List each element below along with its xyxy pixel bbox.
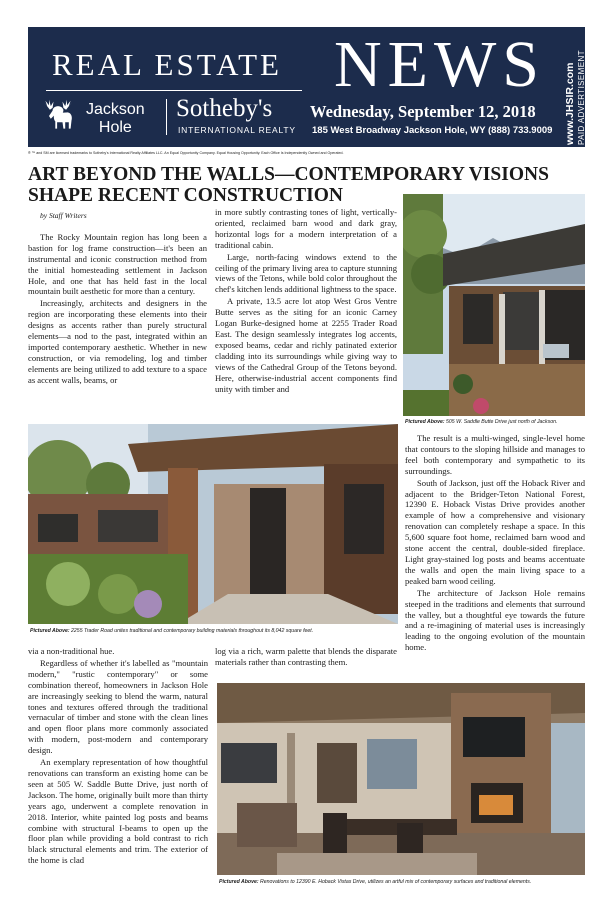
masthead-sidebar <box>564 50 588 145</box>
column-1-bottom <box>28 646 208 867</box>
paragraph: The Rocky Mountain region has long been a bastion for log frame construction—it's been an instrumental and iconic construction method from the initial homesteading settlement in Jackson Hole, and one that has held fast in the local mountain built aesthetic for more than a century. <box>28 231 207 297</box>
column-2-bottom <box>215 646 397 669</box>
masthead-section: REAL ESTATE <box>52 47 282 82</box>
brand-left-line-2: Hole <box>98 119 132 136</box>
website-link[interactable]: www.JHSIR.com <box>564 62 576 145</box>
paragraph: The result is a multi-winged, single-level home that contours to the sloping hillside and manages to feel both contemporary and sympathetic to its surroundings. <box>405 433 585 476</box>
paragraph: log via a rich, warm palette that blends the disparate materials rather than contrasting them. <box>215 646 397 667</box>
caption-text: 2255 Trader Road unites traditional and contemporary building materials throughout its 8,042 square feet. <box>69 628 314 634</box>
paragraph: in more subtly contrasting tones of light, vertically-oriented, reclaimed barn wood and dark gray, horizontal logs for a modern interpretation of a traditional cabin. <box>215 207 397 250</box>
brand-separator <box>166 99 167 135</box>
photo-saddle-butte-exterior <box>403 194 585 416</box>
brand-name: Sotheby's <box>176 95 273 122</box>
moose-logo-icon <box>40 97 76 135</box>
paragraph: South of Jackson, just off the Hoback River and adjacent to the Bridger-Teton National Forest, 12390 E. Hoback Vistas Drive provides another example of how a comprehensive and visionary renovation can completely reshape a space. In this 5,600 square foot home, reclaimed barn wood and stone accent the central, double-sided fireplace. Light gray-stained log posts and beams accentuate the walls and open the main living space to a peaked barn wood ceiling. <box>405 477 585 586</box>
masthead <box>28 27 585 147</box>
headline-line-1: ART BEYOND THE WALLS—CONTEMPORARY VISIONS <box>28 164 549 185</box>
column-2-top <box>215 207 397 395</box>
jackson-hole-wordmark <box>86 101 145 137</box>
caption-photo-1 <box>405 419 557 426</box>
caption-photo-3 <box>219 879 531 886</box>
paragraph: The architecture of Jackson Hole remains steeped in the traditions and elements that surround the valley, but a thoughtful eye towards the future and a re-imagining of material uses is increasingly leading to the ongoing evolution of the mountain home. <box>405 587 585 653</box>
photo-hoback-vistas-interior <box>217 683 585 875</box>
paragraph: Large, north-facing windows extend to the ceiling of the primary living area to capture stunning views of the Tetons, while bold color throughout the chef's kitchen lends additional lightness to the space. <box>215 251 397 295</box>
caption-label: Pictured Above: <box>219 879 259 885</box>
caption-text: 505 W. Saddle Butte Drive just north of Jackson. <box>444 419 558 425</box>
brand-left-line-1: Jackson <box>86 101 145 118</box>
caption-photo-2 <box>30 628 313 635</box>
column-3 <box>405 433 585 654</box>
caption-text: Renovations to 12390 E. Hoback Vistas Drive, utilizes an artful mix of contemporary surfaces and traditional elements. <box>258 879 532 885</box>
caption-label: Pictured Above: <box>405 419 445 425</box>
paid-advertisement-label: PAID ADVERTISEMENT <box>577 50 586 145</box>
byline: by Staff Writers <box>40 211 87 220</box>
trademark-disclaimer: ® ™ and SM are licensed trademarks to Sotheby's International Realty Affiliates LLC. An Equal Opportunity Company. Equal Housing Opportunity. Each Office Is Independently Owned and Operated. <box>28 151 344 155</box>
paragraph: Regardless of whether it's labelled as "mountain modern," "rustic contemporary" or some combination thereof, homeowners in Jackson Hole are increasingly seeking to blend the warm, natural tones and textures offered through the traditional vernacular of timber and stone with the clean lines and open floor plans more commonly associated with modern, post-modern and contemporary design. <box>28 657 208 756</box>
masthead-title: NEWS <box>334 28 545 101</box>
brand-subtitle: INTERNATIONAL REALTY <box>178 125 296 135</box>
paragraph: Increasingly, architects and designers in the region are incorporating these elements into their designs as accents rather than purely structural elements—a nod to the past, integrated within an imported contemporary aesthetic. Whether in new construction, or via remodeling, log and timber elements are being utilized to add texture to a space as accent walls, beams, or <box>28 298 207 385</box>
office-address: 185 West Broadway Jackson Hole, WY (888) 733.9009 <box>312 125 553 136</box>
paragraph: via a non-traditional hue. <box>28 646 115 656</box>
masthead-divider <box>46 90 302 91</box>
issue-date: Wednesday, September 12, 2018 <box>310 102 536 121</box>
paragraph: A private, 13.5 acre lot atop West Gros Ventre Butte serves as the siting for an iconic Carney Logan Burke-designed home at 2255 Trader Road East. The design seamlessly integrates log accents, exposed beams, cedar and richly patinated exterior cladding into its surroundings while giving way to views of the Cathedral Group of the Tetons beyond. Here, otherwise-industrial accent components find unity with timber and <box>215 296 397 394</box>
caption-label: Pictured Above: <box>30 628 70 634</box>
photo-trader-road-exterior <box>28 424 398 624</box>
paragraph: An exemplary representation of how thoughtful renovations can transform an existing home can be seen at 505 W. Saddle Butte Drive, just north of Jackson. The home, originally built more than thirty years ago, underwent a complete renovation in 2018. Interior, white painted log posts and beams combine with structural I-beams to open up the floor plan while providing a bold contrast to rich black structural elements and trim. The exterior of the home is clad <box>28 757 208 866</box>
column-1-top <box>28 205 207 387</box>
headline-line-2: SHAPE RECENT CONSTRUCTION <box>28 185 343 206</box>
